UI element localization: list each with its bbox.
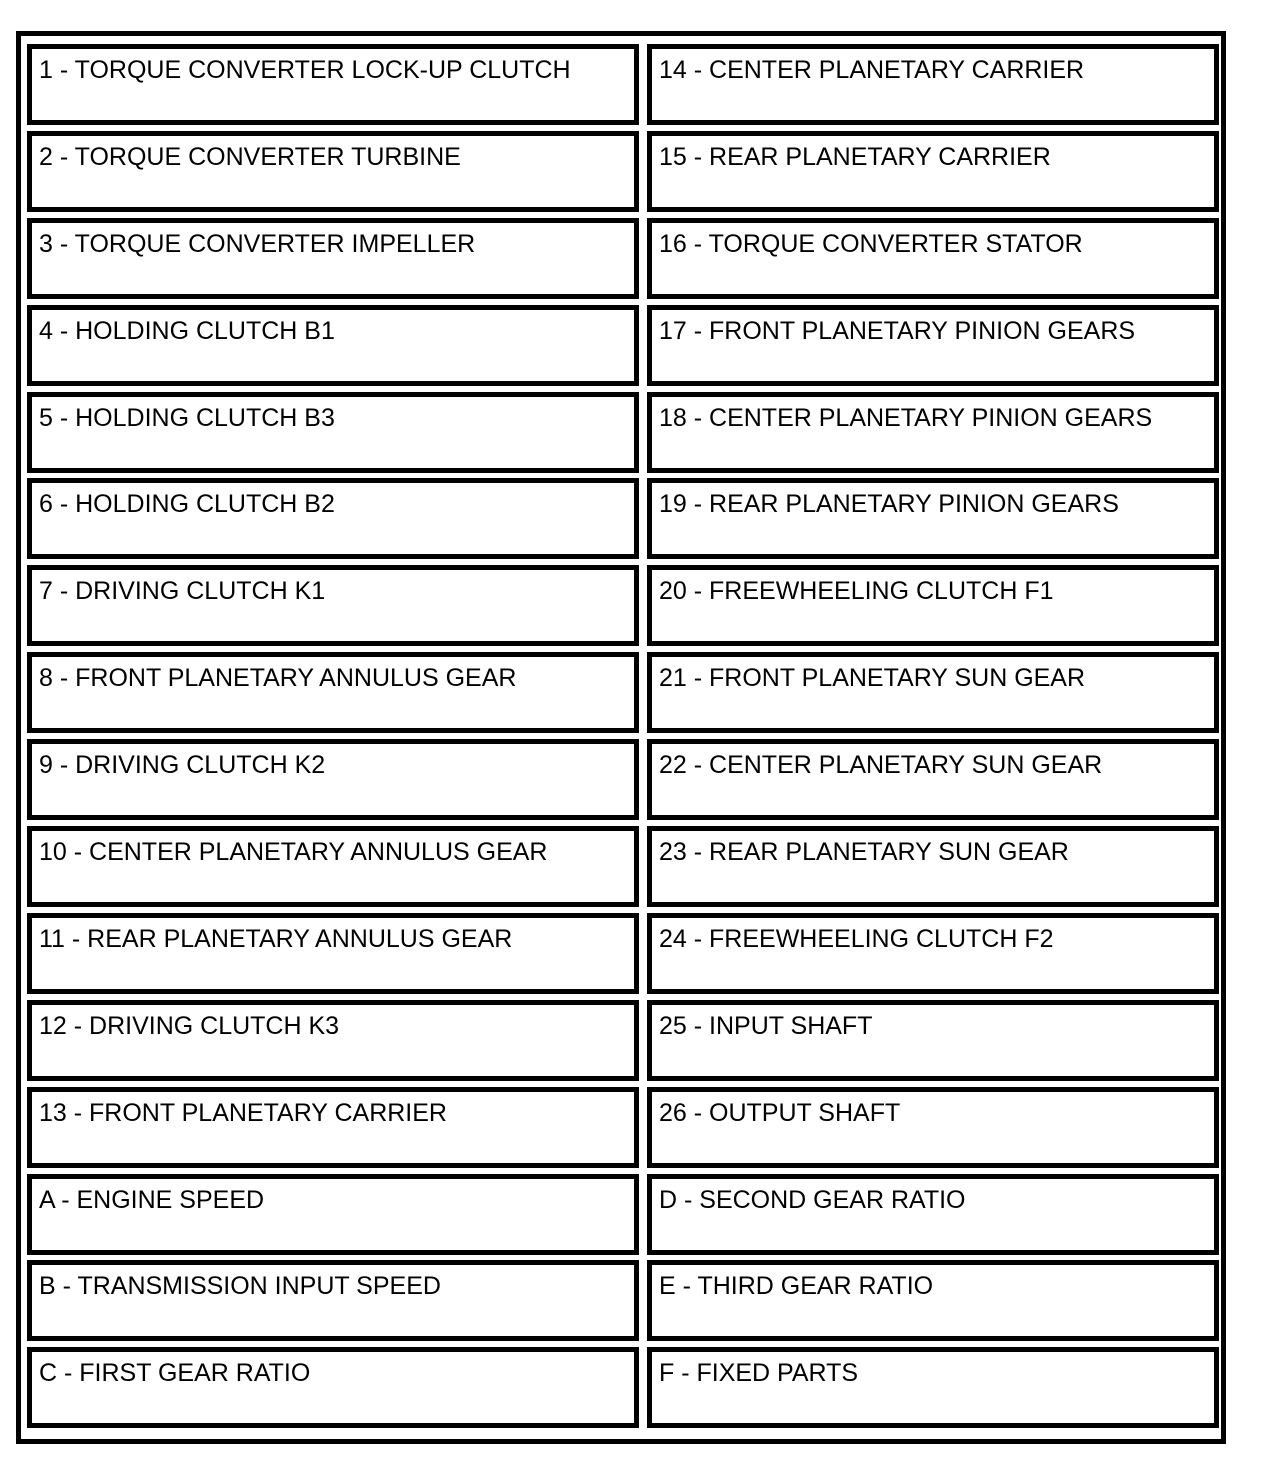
legend-item-11: 11 - REAR PLANETARY ANNULUS GEAR: [27, 913, 639, 994]
legend-item-8: 8 - FRONT PLANETARY ANNULUS GEAR: [27, 652, 639, 733]
legend-item-5: 5 - HOLDING CLUTCH B3: [27, 392, 639, 473]
legend-item-16: 16 - TORQUE CONVERTER STATOR: [647, 218, 1219, 299]
legend-item-17: 17 - FRONT PLANETARY PINION GEARS: [647, 305, 1219, 386]
legend-item-7: 7 - DRIVING CLUTCH K1: [27, 565, 639, 646]
legend-item-24: 24 - FREEWHEELING CLUTCH F2: [647, 913, 1219, 994]
legend-item-6: 6 - HOLDING CLUTCH B2: [27, 478, 639, 559]
legend-item-23: 23 - REAR PLANETARY SUN GEAR: [647, 826, 1219, 907]
legend-item-21: 21 - FRONT PLANETARY SUN GEAR: [647, 652, 1219, 733]
legend-item-f: F - FIXED PARTS: [647, 1347, 1219, 1428]
legend-item-10: 10 - CENTER PLANETARY ANNULUS GEAR: [27, 826, 639, 907]
legend-item-20: 20 - FREEWHEELING CLUTCH F1: [647, 565, 1219, 646]
legend-item-1: 1 - TORQUE CONVERTER LOCK-UP CLUTCH: [27, 44, 639, 125]
legend-item-14: 14 - CENTER PLANETARY CARRIER: [647, 44, 1219, 125]
legend-item-12: 12 - DRIVING CLUTCH K3: [27, 1000, 639, 1081]
legend-item-2: 2 - TORQUE CONVERTER TURBINE: [27, 131, 639, 212]
legend-table: [16, 31, 1226, 1444]
legend-item-3: 3 - TORQUE CONVERTER IMPELLER: [27, 218, 639, 299]
legend-item-9: 9 - DRIVING CLUTCH K2: [27, 739, 639, 820]
legend-item-d: D - SECOND GEAR RATIO: [647, 1174, 1219, 1255]
legend-item-c: C - FIRST GEAR RATIO: [27, 1347, 639, 1428]
legend-item-18: 18 - CENTER PLANETARY PINION GEARS: [647, 392, 1219, 473]
legend-item-4: 4 - HOLDING CLUTCH B1: [27, 305, 639, 386]
legend-item-19: 19 - REAR PLANETARY PINION GEARS: [647, 478, 1219, 559]
legend-item-b: B - TRANSMISSION INPUT SPEED: [27, 1260, 639, 1341]
legend-item-25: 25 - INPUT SHAFT: [647, 1000, 1219, 1081]
legend-item-15: 15 - REAR PLANETARY CARRIER: [647, 131, 1219, 212]
legend-item-a: A - ENGINE SPEED: [27, 1174, 639, 1255]
legend-item-e: E - THIRD GEAR RATIO: [647, 1260, 1219, 1341]
legend-item-22: 22 - CENTER PLANETARY SUN GEAR: [647, 739, 1219, 820]
legend-item-13: 13 - FRONT PLANETARY CARRIER: [27, 1087, 639, 1168]
legend-item-26: 26 - OUTPUT SHAFT: [647, 1087, 1219, 1168]
